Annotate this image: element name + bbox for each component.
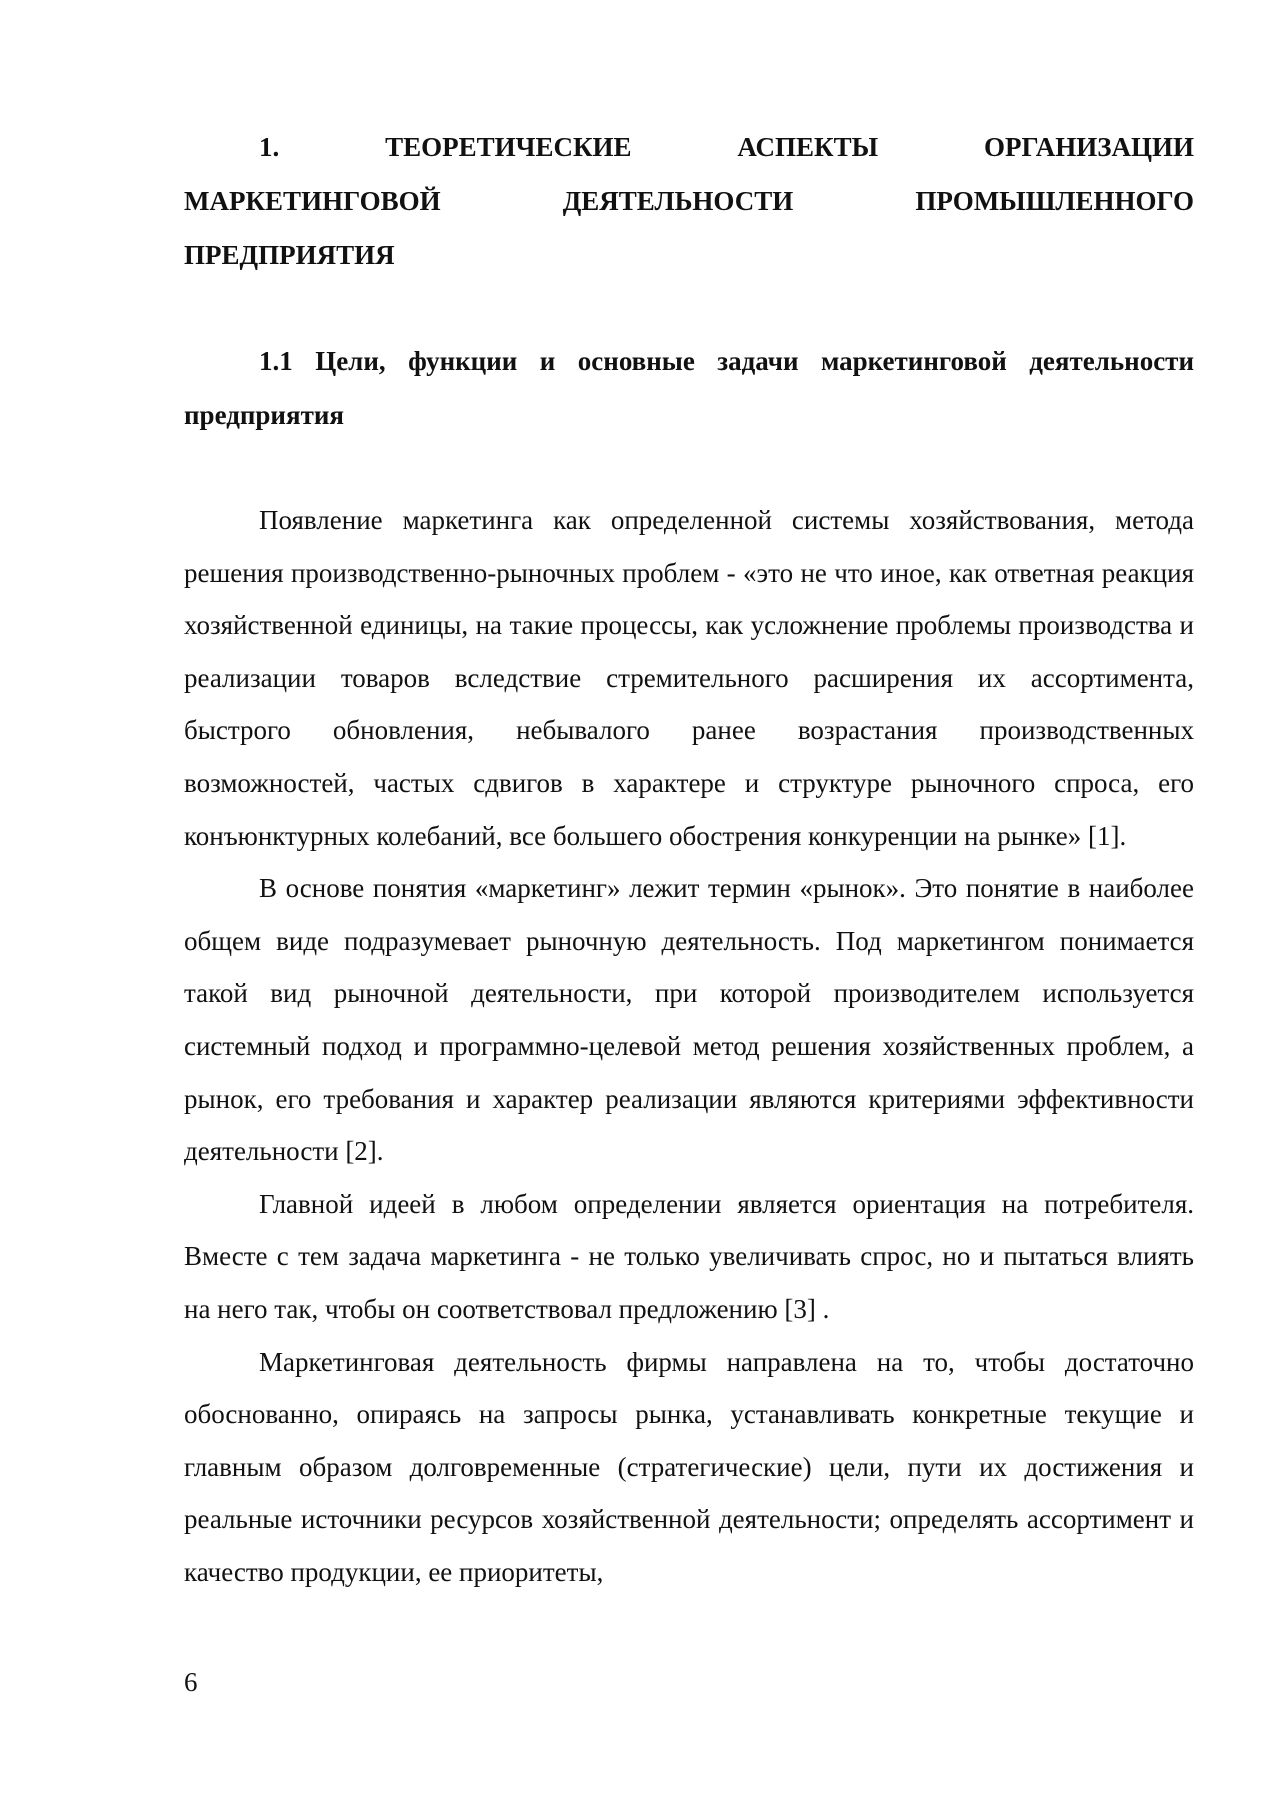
paragraph-3: Главной идеей в любом определении является ориентация на потребителя. Вместе с тем задача маркетинга - не только увеличивать спрос, но и пытаться влиять на него так, чтобы он соответствовал предложению [3] . bbox=[184, 1188, 1194, 1324]
paragraph-2: В основе понятия «маркетинг» лежит термин «рынок». Это понятие в наиболее общем виде подразумевает рыночную деятельность. Под маркетингом понимается такой вид рыночной деятельности, при которой производителем используется системный подход и программно-целевой метод решения хозяйственных проблем, а рынок, его требования и характер реализации являются критериями эффективности деятельности [2]. bbox=[184, 873, 1194, 1167]
document-page bbox=[184, 120, 1194, 1598]
chapter-title-line-1: 1. ТЕОРЕТИЧЕСКИЕ АСПЕКТЫ ОРГАНИЗАЦИИ bbox=[259, 132, 1194, 162]
chapter-title-line-2: МАРКЕТИНГОВОЙ ДЕЯТЕЛЬНОСТИ ПРОМЫШЛЕННОГО bbox=[184, 186, 1194, 216]
chapter-title-line-3: ПРЕДПРИЯТИЯ bbox=[184, 240, 395, 270]
chapter-title bbox=[184, 120, 1194, 282]
paragraph-4: Маркетинговая деятельность фирмы направлена на то, чтобы достаточно обоснованно, опираясь на запросы рынка, устанавливать конкретные текущие и главным образом долговременные (стратегические) цели, пути их достижения и реальные источники ресурсов хозяйственной деятельности; определять ассортимент и качество продукции, ее приоритеты, bbox=[184, 1346, 1194, 1587]
body-text bbox=[184, 494, 1194, 1598]
page-number: 6 bbox=[184, 1667, 198, 1697]
section-title: 1.1 Цели, функции и основные задачи маркетинговой деятельности предприятия bbox=[184, 346, 1194, 430]
paragraph-1: Появление маркетинга как определенной системы хозяйствования, метода решения производственно-рыночных проблем - «это не что иное, как ответная реакция хозяйственной единицы, на такие процессы, как усложнение проблемы производства и реализации товаров вследствие стремительного расширения их ассортимента, быстрого обновления, небывалого ранее возрастания производственных возможностей, частых сдвигов в характере и структуре рыночного спроса, его конъюнктурных колебаний, все большего обострения конкуренции на рынке» [1]. bbox=[184, 505, 1194, 851]
